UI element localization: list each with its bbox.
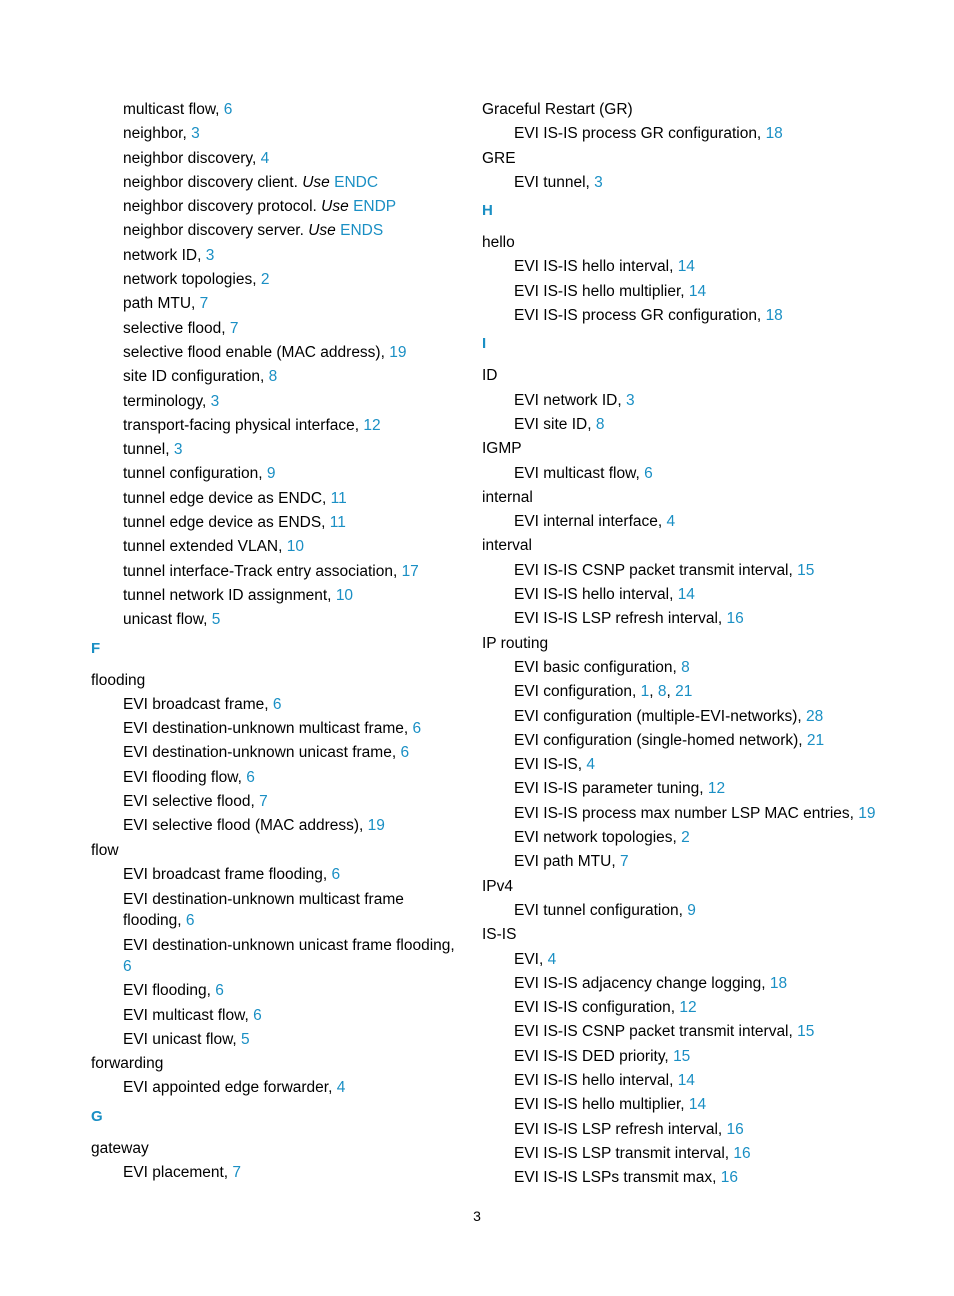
page-reference-link[interactable]: 10 — [335, 586, 354, 604]
index-subentry — [91, 122, 466, 146]
page-reference-link[interactable]: 3 — [625, 391, 635, 409]
page-reference-link[interactable]: 18 — [769, 974, 788, 992]
index-subentry — [482, 1142, 902, 1166]
index-entry-text: EVI IS-IS parameter tuning, — [514, 780, 708, 798]
index-entry-text: network ID, — [123, 246, 206, 264]
index-entry-text: EVI unicast flow, — [123, 1030, 242, 1048]
index-subentry — [91, 414, 466, 438]
index-subentry — [482, 656, 902, 680]
page-reference-link[interactable]: 19 — [389, 343, 407, 361]
index-entry-text: EVI appointed edge forwarder, — [123, 1079, 337, 1097]
index-entry-text: tunnel, — [123, 441, 174, 459]
page-reference-link[interactable]: 8 — [595, 415, 605, 433]
index-entry-text: EVI multicast flow, — [123, 1006, 254, 1024]
index-entry-text: EVI IS-IS LSP refresh interval, — [514, 610, 727, 628]
page-reference-link[interactable]: 6 — [253, 1006, 262, 1024]
page-reference-link[interactable]: 3 — [210, 392, 220, 410]
page-reference-link[interactable]: 21 — [806, 731, 825, 749]
index-subentry — [91, 462, 466, 486]
page-reference-link[interactable]: 12 — [363, 416, 381, 434]
page-reference-link[interactable]: 7 — [259, 793, 268, 811]
index-subentry — [482, 607, 902, 631]
index-subentry — [91, 717, 466, 741]
index-entry-text: tunnel interface-Track entry association, — [123, 562, 402, 580]
page-reference-link[interactable]: 11 — [329, 514, 346, 532]
index-subentry — [482, 777, 902, 801]
page-reference-link[interactable]: 16 — [726, 1120, 744, 1138]
page-reference-link[interactable]: 2 — [681, 829, 690, 847]
index-entry-text: EVI IS-IS LSPs transmit max, — [514, 1169, 721, 1187]
index-entry-text: EVI site ID, — [514, 415, 596, 433]
index-subentry — [91, 244, 466, 268]
index-subentry — [91, 766, 466, 790]
index-entry-text: EVI IS-IS hello interval, — [514, 1071, 678, 1089]
index-entry-text: tunnel network ID assignment, — [123, 586, 336, 604]
page-reference-link[interactable]: 17 — [401, 562, 419, 580]
index-subentry — [91, 268, 466, 292]
index-subentry — [91, 219, 466, 243]
index-entry-text: EVI IS-IS process max number LSP MAC entries, — [514, 804, 859, 822]
page-reference-link[interactable]: 9 — [687, 901, 696, 919]
index-subentry — [482, 1118, 902, 1142]
index-entry-text: EVI IS-IS adjacency change logging, — [514, 974, 770, 992]
page-reference-link[interactable]: 6 — [223, 101, 233, 118]
index-subentry — [482, 122, 902, 146]
index-entry-text: selective flood, — [123, 319, 230, 337]
index-subentry — [91, 438, 466, 462]
index-main-term: flooding — [91, 671, 146, 689]
index-subentry — [91, 147, 466, 171]
page-reference-link[interactable]: 16 — [720, 1169, 738, 1187]
index-entry-text: selective flood enable (MAC address), — [123, 343, 390, 361]
index-entry-text: EVI internal interface, — [514, 513, 667, 531]
page-reference-link[interactable]: 4 — [260, 149, 270, 167]
index-subentry — [482, 996, 902, 1020]
page-reference-link[interactable]: 3 — [191, 125, 200, 143]
index-entry-text: EVI network ID, — [514, 391, 626, 409]
index-main-term: interval — [482, 537, 532, 555]
page-reference-link[interactable]: 6 — [331, 865, 341, 883]
page-reference-link[interactable]: 18 — [765, 307, 783, 325]
page-reference-link[interactable]: 28 — [806, 707, 824, 725]
page-reference-link[interactable]: 6 — [246, 768, 255, 786]
index-subentry — [91, 195, 466, 219]
index-entry-text: transport-facing physical interface, — [123, 416, 364, 434]
page-reference-link[interactable]: 16 — [733, 1144, 751, 1162]
index-entry-text: network topologies, — [123, 271, 261, 289]
index-entry-text: EVI IS-IS CSNP packet transmit interval, — [514, 561, 798, 579]
index-entry-text: EVI IS-IS DED priority, — [514, 1047, 674, 1065]
page-reference-link[interactable]: 15 — [797, 1023, 815, 1041]
index-subentry — [482, 1045, 902, 1069]
page-reference-link[interactable]: 3 — [205, 246, 215, 264]
index-entry-text: EVI broadcast frame flooding, — [123, 865, 332, 883]
page-reference-link[interactable]: 4 — [336, 1079, 346, 1097]
index-entry-text: EVI basic configuration, — [514, 658, 682, 676]
index-main-term: IPv4 — [482, 877, 514, 895]
index-subentry — [482, 972, 902, 996]
page-reference-link[interactable]: 6 — [123, 958, 132, 976]
see-reference-label: Use — [321, 198, 349, 216]
index-entry-text: tunnel configuration, — [123, 465, 267, 483]
index-entry-text: site ID configuration, — [123, 368, 269, 386]
index-subentry — [91, 98, 466, 122]
page-reference-link[interactable]: 14 — [688, 1096, 707, 1114]
page-reference-link[interactable]: 7 — [199, 295, 209, 313]
page-reference-link[interactable]: 6 — [644, 464, 653, 482]
index-entry-text: EVI destination-unknown unicast frame, — [123, 744, 401, 762]
page-number: 3 — [473, 1208, 481, 1224]
index-entry-text: tunnel edge device as ENDS, — [123, 514, 330, 532]
page-reference-link[interactable]: 5 — [211, 611, 221, 629]
index-subentry — [91, 1028, 466, 1052]
index-main-term: IGMP — [482, 440, 522, 458]
page-reference-link[interactable]: 6 — [400, 744, 410, 762]
index-entry-text: EVI flooding flow, — [123, 768, 247, 786]
index-subentry — [91, 390, 466, 414]
index-entry-text: EVI IS-IS process GR configuration, — [514, 307, 766, 325]
index-entry-text: EVI IS-IS hello multiplier, — [514, 1096, 689, 1114]
index-section-letter: H — [482, 202, 493, 220]
page-reference-link[interactable]: 7 — [229, 319, 239, 337]
page-reference-link[interactable]: 7 — [619, 853, 629, 871]
index-subentry — [91, 933, 466, 979]
index-subentry — [91, 693, 466, 717]
index-entry-text: tunnel extended VLAN, — [123, 538, 287, 556]
index-entry-text: multicast flow, — [123, 101, 224, 118]
index-entry-text: EVI multicast flow, — [514, 464, 645, 482]
index-entry-text: unicast flow, — [123, 611, 212, 629]
page-reference-link[interactable]: 19 — [858, 804, 876, 822]
index-subentry: EVI configuration, 1, 8, 21 — [514, 683, 693, 701]
index-entry-text: EVI IS-IS configuration, — [514, 999, 680, 1017]
index-section-letter: I — [482, 335, 487, 353]
index-entry-text: neighbor discovery client. — [123, 173, 303, 191]
index-entry-text: EVI broadcast frame, — [123, 695, 273, 713]
page-reference-link[interactable]: 10 — [286, 538, 304, 556]
index-entry-text: path MTU, — [123, 295, 200, 313]
index-main-term: gateway — [91, 1139, 149, 1157]
page-reference-link[interactable]: 6 — [412, 720, 422, 738]
page-reference-link[interactable]: 9 — [266, 465, 276, 483]
index-entry-text: EVI destination-unknown multicast frame, — [123, 720, 413, 738]
page-reference-link[interactable]: 15 — [673, 1047, 691, 1065]
index-main-term: IP routing — [482, 634, 549, 652]
see-reference-label: Use — [302, 173, 330, 191]
index-subentry — [91, 608, 466, 632]
index-subentry — [91, 292, 466, 316]
index-main-term: IS-IS — [482, 926, 517, 944]
index-entry-text: EVI configuration (single-homed network), — [514, 731, 807, 749]
index-entry-text: EVI placement, — [123, 1163, 233, 1181]
index-subentry — [482, 850, 902, 874]
index-subentry — [91, 365, 466, 389]
cross-reference-link[interactable]: ENDC — [334, 173, 379, 191]
index-subentry — [91, 790, 466, 814]
index-entry-text: EVI configuration, — [514, 683, 641, 701]
page-reference-link[interactable]: 15 — [797, 561, 815, 579]
index-subentry — [482, 304, 902, 328]
page-reference-link[interactable]: 14 — [677, 258, 695, 276]
index-entry-text: neighbor discovery protocol. — [123, 198, 322, 216]
index-entry-text: EVI destination-unknown unicast frame flooding, — [123, 937, 455, 955]
page-reference-link[interactable]: 8 — [681, 658, 690, 676]
index-subentry — [482, 255, 902, 279]
index-main-term: internal — [482, 488, 533, 506]
page-reference-link[interactable]: 14 — [677, 1071, 695, 1089]
index-subentry — [91, 584, 466, 608]
page-reference-link[interactable]: 21 — [675, 683, 693, 701]
index-subentry — [91, 814, 466, 838]
index-subentry — [482, 1166, 902, 1190]
index-entry-text: EVI tunnel configuration, — [514, 901, 688, 919]
cross-reference-link[interactable]: ENDS — [340, 222, 384, 240]
index-subentry — [482, 583, 902, 607]
index-subentry — [482, 510, 902, 534]
index-entry-text: EVI IS-IS LSP refresh interval, — [514, 1120, 727, 1138]
page-reference-link[interactable]: 1 — [640, 683, 650, 701]
page-reference-link[interactable]: 14 — [688, 282, 707, 300]
page-reference-link[interactable]: 4 — [586, 756, 595, 774]
index-subentry — [482, 559, 902, 583]
index-entry-text: EVI flooding, — [123, 982, 216, 1000]
index-subentry — [91, 171, 466, 195]
index-main-term: ID — [482, 367, 498, 385]
index-subentry — [91, 863, 466, 887]
index-entry-text: EVI IS-IS hello interval, — [514, 586, 678, 604]
index-subentry — [482, 802, 902, 826]
page-reference-link[interactable]: 4 — [547, 950, 557, 968]
page-reference-link[interactable]: 5 — [241, 1030, 250, 1048]
index-entry-text: EVI path MTU, — [514, 853, 620, 871]
page-reference-link[interactable]: 8 — [268, 368, 278, 386]
index-entry-text: EVI IS-IS hello multiplier, — [514, 282, 689, 300]
index-subentry — [482, 413, 902, 437]
index-subentry — [91, 341, 466, 365]
page-reference-link[interactable]: 3 — [173, 441, 183, 459]
index-subentry — [91, 741, 466, 765]
index-subentry — [91, 1004, 466, 1028]
page-reference-link[interactable]: 12 — [707, 780, 726, 798]
page-reference-link[interactable]: 14 — [677, 586, 695, 604]
page-reference-link[interactable]: 6 — [185, 912, 195, 930]
page-reference-link[interactable]: 12 — [679, 999, 697, 1017]
index-main-term: Graceful Restart (GR) — [482, 101, 633, 118]
index-entry-text: EVI destination-unknown multicast frame flooding, — [123, 891, 404, 930]
index-subentry — [482, 462, 902, 486]
index-subentry — [91, 317, 466, 341]
index-subentry — [482, 729, 902, 753]
index-entry-text: EVI IS-IS hello interval, — [514, 258, 678, 276]
index-entry-text: EVI network topologies, — [514, 829, 682, 847]
index-subentry — [91, 979, 466, 1003]
index-subentry — [482, 1020, 902, 1044]
page-reference-link[interactable]: 4 — [666, 513, 676, 531]
index-main-term: hello — [482, 234, 515, 252]
cross-reference-link[interactable]: ENDP — [353, 198, 397, 216]
index-column-left — [91, 98, 466, 1185]
index-entry-text: EVI, — [514, 950, 548, 968]
index-subentry — [482, 389, 902, 413]
index-subentry — [91, 511, 466, 535]
index-subentry — [482, 1093, 902, 1117]
page-reference-link[interactable]: 19 — [367, 817, 385, 835]
index-entry-text: terminology, — [123, 392, 211, 410]
index-main-term: forwarding — [91, 1055, 164, 1073]
index-subentry — [482, 1069, 902, 1093]
index-subentry — [482, 899, 902, 923]
page-reference-link[interactable]: 18 — [765, 125, 783, 143]
index-entry-text: EVI selective flood, — [123, 793, 260, 811]
see-reference-label: Use — [308, 222, 336, 240]
page-reference-link[interactable]: 8 — [657, 683, 667, 701]
index-subentry — [482, 826, 902, 850]
page-reference-link[interactable]: 2 — [260, 271, 270, 289]
index-entry-text: neighbor discovery server. — [123, 222, 309, 240]
index-column-right — [482, 98, 902, 1190]
index-subentry — [91, 560, 466, 584]
index-entry-text: EVI IS-IS CSNP packet transmit interval, — [514, 1023, 798, 1041]
index-entry-text: EVI configuration (multiple-EVI-networks), — [514, 707, 807, 725]
index-subentry — [91, 535, 466, 559]
index-entry-text: EVI selective flood (MAC address), — [123, 817, 368, 835]
index-subentry — [482, 948, 902, 972]
page-reference-link[interactable]: 7 — [232, 1163, 242, 1181]
page-reference-link[interactable]: 6 — [272, 695, 282, 713]
page-reference-link[interactable]: 11 — [330, 489, 347, 507]
index-section-letter: F — [91, 639, 101, 657]
index-main-term: GRE — [482, 149, 516, 167]
index-entry-text: EVI tunnel, — [514, 173, 595, 191]
index-section-letter: G — [91, 1107, 103, 1125]
page-reference-link[interactable]: 6 — [215, 982, 224, 1000]
index-entry-text: tunnel edge device as ENDC, — [123, 489, 331, 507]
index-entry-text: EVI IS-IS LSP transmit interval, — [514, 1144, 734, 1162]
index-entry-text: neighbor discovery, — [123, 149, 261, 167]
index-subentry — [91, 1161, 466, 1185]
index-subentry — [91, 1076, 466, 1100]
index-main-term: flow — [91, 841, 119, 859]
index-subentry — [482, 753, 902, 777]
index-subentry — [482, 171, 902, 195]
page-reference-link[interactable]: 3 — [594, 173, 603, 191]
index-subentry — [91, 887, 466, 933]
index-entry-text: EVI IS-IS process GR configuration, — [514, 125, 766, 143]
index-entry-text: EVI IS-IS, — [514, 756, 587, 774]
index-entry-text: neighbor, — [123, 125, 192, 143]
index-subentry — [91, 487, 466, 511]
index-subentry — [482, 280, 902, 304]
page-reference-link[interactable]: 16 — [726, 610, 744, 628]
index-subentry — [482, 705, 902, 729]
